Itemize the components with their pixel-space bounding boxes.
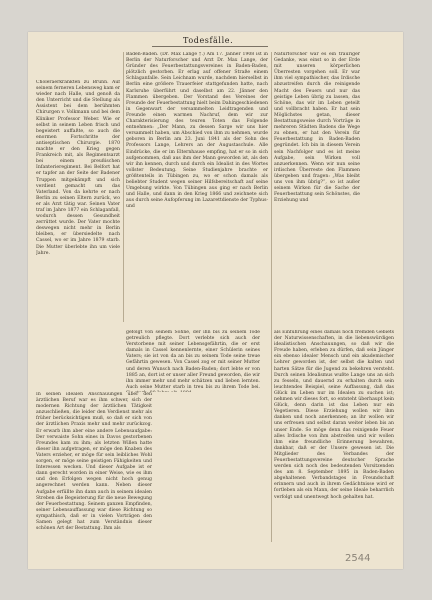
column-left-bottom: In seinen idealen Anschauungen über den ärztlichen Beruf war es ihm schwer, sich der modernen Richtung der ärztlichen Tätigkeit anzuschließen, die leider den Verdienst mehr als früher berücksichtigen muß, so daß er sich von der ärztlichen Praxis mehr und mehr zurückzog. Er erwarb ihm aber eine andere Lebensaufgabe: Der verwaiste Sohn eines in Davos gestorbenen Freundes kam zu ihm; als letzten Willen hatte dieser ihn aufgetragen, er möge den Knaben des Vaters erzieher, er möge für sein leibliches Wohl sorgen, er möge seine geistigen Fähigkeiten und Interessen wecken. Und dieser Aufgabe ist er dann gerecht worden in einer Weise, wie es ihm und den Erfolgen wegen nicht hoch genug angerechnet werden kann. Neben dieser Aufgabe erfüllte ihn dann auch in seinem idealen Streben die Begeisterung für die neue Bewegung der Feuerbestattung. Seinem ganzen Empfinden, seiner Lebensauffassung war diese Richtung so sympathisch, daß er in vielen Vorträgen den Samen gelegt hat zum Verständnis dieser schönen Art der Bestattung. Ihm als — [36, 392, 152, 532]
column-left-top: Choleraerkrankten zu Brünn. Auf seinem ferneren Lebensweg kam er wieder nach Halle, und genoß da den Unterricht und die Stellung als Assistent bei dem berühmten Chirurgen v. Volkmann und bei dem Kliniker Professor Weber. Wie er selbst in seinem Leben frisch und begeistert auffaßte, so auch die enormen Fortschritte der antiseptischen Chirurgie. 1870 machte er den Krieg gegen Frankreich mit, als Regimentsarzt bei einem preußischen Infanterieregiment. Bei Belfort hat er tapfer an der Seite der Badener Truppen mitgekämpft und sich verdient gemacht um das Vaterland. Von da kehrte er nach Berlin zu seinen Eltern zurück, wo er als Arzt tätig war. Seinen Vater traf im Jahre 1877 ein Schlaganfall, wodurch dessen Gesundheit zerrüttet wurde. Der Vater mochte deswegen nicht mehr in Berlin bleiben, er übersiedelte nach Cassel, wo er im Jahre 1879 starb. Die Mutter überlebte ihn um viele Jahre. — [36, 80, 120, 256]
title-rule — [152, 46, 268, 47]
column-middle-top: Baden-Baden. (Dr. Max Lange †.) Am 17. Jänner 1908 ist in Berlin der Naturforscher und Arzt Dr. Max Lange, der Gründer des Feuerbestattungsvereines in Baden-Baden, plötzlich gestorben. Er erlag auf offener Straße einem Schlaganfalle. Sein Leichnam wurde, nachdem hierselbst in Berlin eine größere Trauerfeier stattgefunden hatte, nach Karlsruhe überführt und daselbst am 22. Jänner den Flammen übergeben. Der Vorstand des Vereines der Freunde der Feuerbestattung hielt beim Dahingeschiedenen in Gegenwart der versammelten Leidtragenden und Freunde einen warmen Nachruf, dem wir zur Charakterisierung des teuren Toten das Folgende entnehmen: „Der Mann, zu dessen Sarge wir uns hier versammelt haben, um Abschied von ihm zu nehmen, wurde geboren in Berlin am 23. Juni 1841 als der Sohn des Professors Lange, Lehrers an der Augustaschule. Alle Eindrücke, die er im Elternhause empfing, hat er so in sich aufgenommen, daß aus ihm der Mann geworden ist, als den wir ihn kennen, durch und durch ein Idealist in des Wortes vollster Bedeutung. Seine Studienjahre brachte er größtenteils in Tübingen zu, wo er schon damals als beliebter Student wegen seiner Hilfsbereitschaft auf seine Umgebung wirkte. Von Tübingen aus ging er nach Berlin und Halle, und dann in den Krieg 1866 und zeichnete sich aus durch seine Aufopferung im Lazarettdienste der Typhus- und — [126, 52, 268, 210]
archive-number: 2544 — [345, 553, 371, 564]
column-divider-2 — [271, 52, 272, 542]
column-middle-bottom: gefolgt von seinem Sohne, der ihn bis zu seinem Tode getreulich pflegte. Dort verlebte sich auch der Verstorbene mit seiner Lebensgefährtin, die er erst damals in Cassel kennenlernte, einer Schülerin seines Vaters; sie ist von da an bis zu seinem Tode seine treue Gefährtin gewesen. Von Cassel zog er mit seiner Mutter und deren Wunsch nach Baden-Baden; dort lebte er von 1885 an, dort ist er unser aller Freund geworden, die wir ihn immer mehr und mehr schätzen und lieben lernten. Auch seine Mutter starb in treu bis zu ihrem Tode bei. — [126, 330, 260, 390]
column-right-bottom: als Einführung eines damals noch fremden Gebiets der Naturwissenschaften, in die liebenswürdigen idealistischen Anschauungen, so daß wir die Freude haben, erleben zu dürfen, daß sein Jünger ein ebenso idealer Mensch und ein akademischer Lehrer geworden ist, der selbst die kalten und harten Sätze für die Jugend zu bekehren versteht. Durch seinen Idealismus wußte Lange uns an sich zu fesseln, und dauernd zu erhalten durch sein leuchtendes Beispiel, seine Auffassung, daß das Glück im Leben nur im Idealen zu suchen ist; nehmen wir dieses fort, so entsteht überhaupt kein Glück, denn darin ist das Leben nur ein Vegetieren. Diese Erziehung wollen wir ihm danken und noch anerkennen; an ihr wollen wir uns erfreuen und selbst daran weiter leben bis an unser Ende. So möge denn das reinigende Feuer alles Irdische von ihm abstreifen und wir wollen ihm eine freundliche Erinnerung bewahren, dankbar, daß er der Unsere gewesen ist. Die Mitglieder des Verbandes der Feuerbestattungsvereine deutscher Sprache werden sich noch des bedeutenden Vorsitzenden des am 8. September 1895 in Baden-Baden abgehaltenen Verbandstages in Freundschaft erinnern und auch in ihrem Gedächtnisse wird er fortleben als ein Mann, der seine Ideale beharrlich verfolgt und unentwegt hoch gehalten hat. — [274, 330, 394, 500]
column-divider-1 — [123, 52, 124, 322]
column-right-top: Naturforscher war es ein trauriger Gedanke, was einst so in der Erde mit unseren körperlichen Überresten vorgehen soll. Er war ihm viel sympathischer, das Irdische abzustreifen durch die reinigende Macht des Feuers und nur das geistige Leben übrig zu lassen, das Schöne, das wir im Leben geteilt und vollbracht haben. Er hat sein Möglichstes getan, dieser Bestattungsweise durch Vorträge in mehreren Städten Badens die Wege zu ebnen, er hat den Verein für Feuerbestattung in Baden-Baden gegründet. Ich bin in diesem Verein sein Nachfolger und es ist meine Aufgabe, sein Wirken voll anzuerkennen. Wenn wir nun seine irdischen Überreste den Flammen übergeben und fragen: „Was bleibt uns von ihm übrig?“, so ist außer seinem Wirken für die Sache der Feuerbestattung sein Schönstes, die Erziehung und — [274, 52, 360, 204]
article-title: Todesfälle. — [183, 36, 234, 45]
